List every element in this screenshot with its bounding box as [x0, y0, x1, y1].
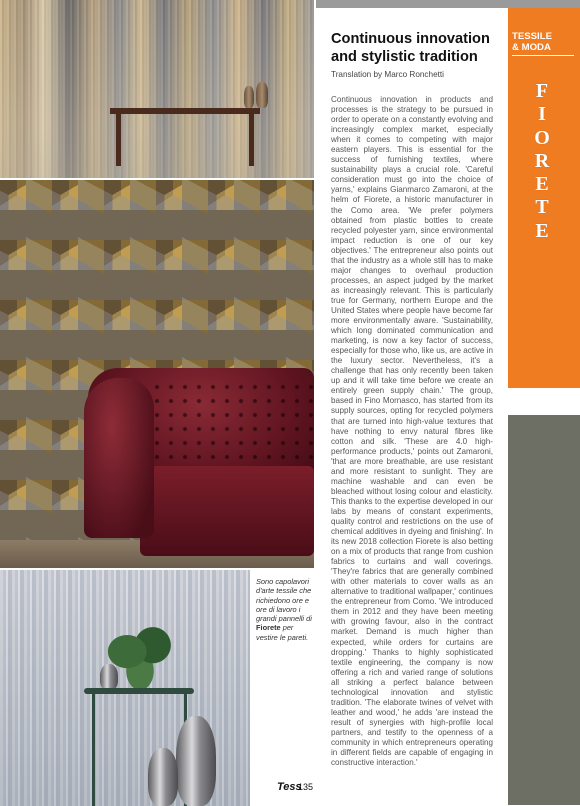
wall-panel-photo-sofa — [0, 180, 314, 568]
article-title: Continuous innovation and stylistic tradition — [331, 31, 490, 65]
silver-vase — [176, 716, 216, 806]
silver-vase — [100, 664, 118, 690]
section-divider — [512, 55, 574, 56]
side-grey-block — [508, 415, 580, 805]
console-table — [110, 108, 260, 114]
photo-caption: Sono capolavori d'arte tessile che richiedono ore e ore di lavoro i grandi pannelli di Fiorete per vestire le pareti. — [256, 577, 312, 642]
brand-vertical: F I O R E T E — [534, 80, 550, 242]
vase — [244, 86, 254, 108]
vase — [256, 82, 268, 108]
article-byline: Translation by Marco Ronchetti — [331, 70, 445, 79]
wall-panel-photo-vases — [0, 570, 250, 806]
article-body: Continuous innovation in products and processes is the strategy to be pursued in order to operate on a constantly evolving and increasingly complex market, especially when it comes to competing with major eastern players. This is essential for the success of furnishing textiles, where sustainability plays a crucial role. 'Careful consideration must go into the choice of yarns,' explains Gianmarco Zamaroni, at the helm of Fiorete, a historic manufacturer in the Como area. 'We prefer polymers obtained from plastic bottles to create recycled polyester yarn, since environmental impact reduction is one of our key objectives.' The entrepreneur also points out that the industry as a whole still has to make major changes to overhaul production processes, an aspect judged by the market as increasingly relevant. This is particularly true for Germany, northern Europe and the United States where people have become far more environmentally aware. 'Sustainability, which long dominated communication and marketing, is now a key factor of success, especially for those who, like us, are active in the luxury sector. Nevertheless, it's a challenge that has only recently been taken up and it will take time before we create an entirely green supply chain.' The group, based in Fino Mornasco, has started from its supply sources, opting for recycled polymers that are turned into high-value textures that have nothing to envy natural fibres like cotton and silk. 'These are 4.0 high-performance products,' points out Zamaroni, 'that are more breathable, are use resistant and more resistant to sunlight. They are machine washable and can even be bleached without losing colour and elasticity. This thanks to the expertise developed in our labs by means of constant experiments, quality control and restrictions on the use of chemical additives in dyeing and finishing'. In its new 2018 collection Fiorete is also betting on a mix of products that range from cushion fabrics to curtains and wall coverings. 'They're fabrics that are generally combined with other materials to cover walls as an alternative to traditional wallpaper,' continues the entrepreneur from Como. 'We introduced them in 2012 and they have been meeting with growing favour, also in the contract market. Demand is much higher than expected, while orders for curtains are dropping.' Thanks to highly sophisticated textile engineering, the company is now offering a rich and varied range of solutions all striking a perfect balance between technological innovation and stylistic tradition. 'The elaborate twines of velvet with leather and wood,' he adds 'are instead the result of synergies with high-profile local partners, and testify to the openness of a community in which entrepreneurs operating in different fields are capable of engaging in constructive interaction.' — [331, 95, 493, 768]
wall-panel-photo-console — [0, 0, 314, 178]
silver-vase — [148, 748, 178, 806]
page-number: 135 — [298, 782, 314, 792]
side-table — [84, 688, 194, 694]
top-strip — [316, 0, 580, 8]
section-label: TESSILE & MODA — [512, 31, 552, 53]
magazine-logo: Tess — [277, 781, 302, 793]
caption-brand: Fiorete — [256, 623, 281, 633]
